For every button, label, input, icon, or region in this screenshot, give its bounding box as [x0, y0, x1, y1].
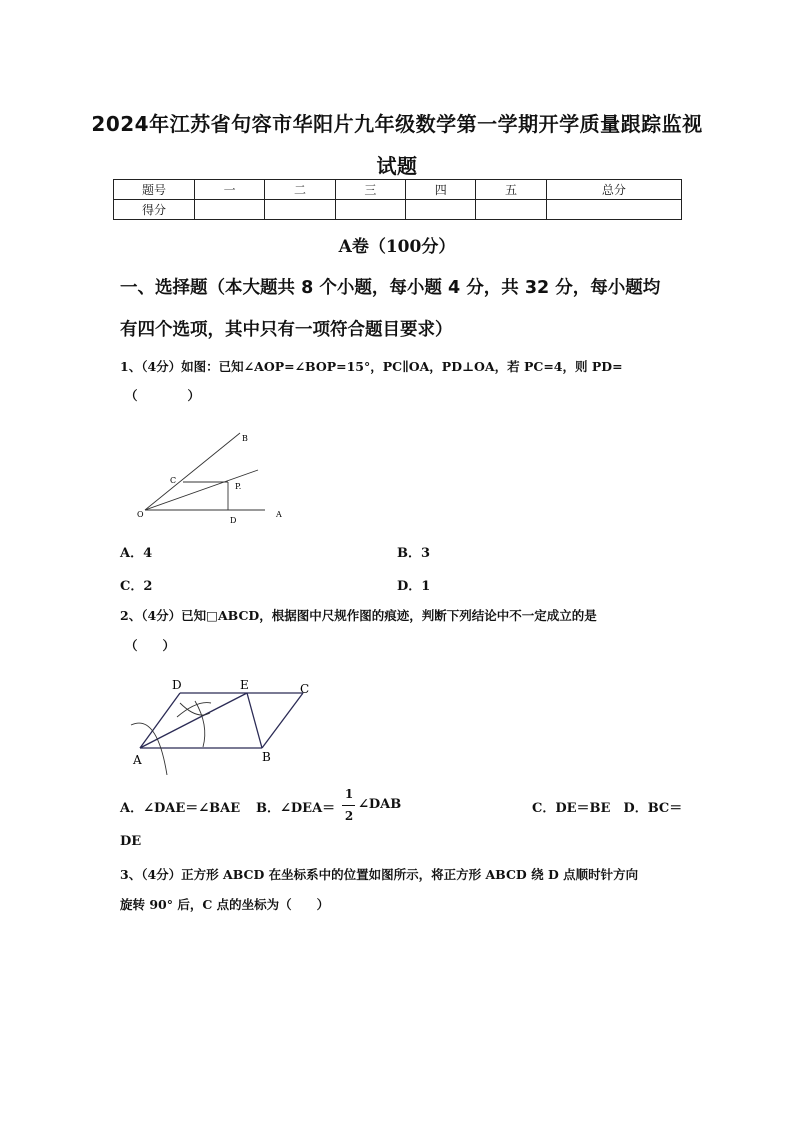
label-d: D — [172, 678, 182, 692]
label-c: C — [300, 682, 310, 696]
option-d: D．1 — [397, 579, 431, 594]
ray-ob — [145, 433, 240, 510]
section-heading-continued: 有四个选项，其中只有一项符合题目要求） — [120, 320, 453, 340]
score-table-header-row — [114, 180, 682, 200]
table-cell — [335, 200, 405, 220]
segment-ae — [140, 693, 247, 748]
label-b: B — [242, 434, 248, 443]
option-c: C．2 — [120, 579, 153, 594]
label-c: C — [170, 476, 177, 485]
option-d-continued: DE — [120, 834, 142, 849]
table-cell — [195, 200, 265, 220]
table-cell — [546, 200, 681, 220]
label-p: P. — [235, 482, 242, 491]
side-cb — [262, 693, 303, 748]
table-cell: 二 — [265, 180, 335, 200]
table-cell: 五 — [476, 180, 546, 200]
question-3-text-continued: 旋转 90° 后，C 点的坐标为（ ） — [120, 897, 330, 912]
side-ad — [140, 693, 180, 748]
page-title: 2024年江苏省句容市华阳片九年级数学第一学期开学质量跟踪监视 — [91, 112, 703, 136]
label-b: B — [262, 750, 271, 764]
option-b-prefix: B．∠DEA＝ — [256, 801, 336, 816]
question-1-text: 1、（4分）如图：已知∠AOP=∠BOP=15°，PC∥OA，PD⊥OA，若 PC=4，则 PD= — [120, 359, 623, 374]
section-heading: 一、选择题（本大题共 8 个小题，每小题 4 分，共 32 分，每小题均 — [120, 278, 661, 298]
table-cell: 一 — [195, 180, 265, 200]
option-b: B．3 — [397, 546, 431, 561]
fraction-numerator: 1 — [344, 787, 354, 801]
question-2-text: 2、（4分）已知□ABCD，根据图中尺规作图的痕迹，判断下列结论中不一定成立的是 — [120, 608, 597, 623]
label-o: O — [137, 510, 144, 519]
construction-arc — [195, 701, 205, 747]
segment-eb — [247, 693, 262, 748]
table-cell: 得分 — [114, 200, 195, 220]
question-1-blank: （ ） — [125, 388, 201, 403]
question-1-figure — [130, 425, 300, 530]
construction-arc — [131, 723, 167, 775]
table-cell — [476, 200, 546, 220]
fraction-bar — [342, 805, 355, 806]
table-cell — [265, 200, 335, 220]
table-cell: 总分 — [546, 180, 681, 200]
page-title-continued: 试题 — [376, 154, 418, 178]
label-a: A — [276, 510, 282, 519]
label-e: E — [240, 678, 249, 692]
question-3-text: 3、（4分）正方形 ABCD 在坐标系中的位置如图所示，将正方形 ABCD 绕 D 点顺时针方向 — [120, 867, 639, 882]
score-table — [113, 179, 682, 220]
option-a: A．4 — [120, 546, 153, 561]
fraction-denominator: 2 — [344, 809, 354, 823]
table-cell: 三 — [335, 180, 405, 200]
option-a: A．∠DAE＝∠BAE — [120, 801, 241, 816]
question-2-figure — [125, 675, 325, 775]
question-2-blank: （ ） — [125, 638, 176, 653]
option-b-suffix: ∠DAB — [358, 797, 402, 812]
table-cell: 题号 — [114, 180, 195, 200]
table-cell: 四 — [406, 180, 476, 200]
score-table-row — [114, 200, 682, 220]
table-cell — [406, 200, 476, 220]
option-c-d: C．DE＝BE D．BC＝ — [532, 801, 683, 816]
section-a-heading: A卷（100分） — [338, 237, 456, 257]
label-d: D — [230, 516, 237, 525]
label-a: A — [133, 753, 142, 767]
